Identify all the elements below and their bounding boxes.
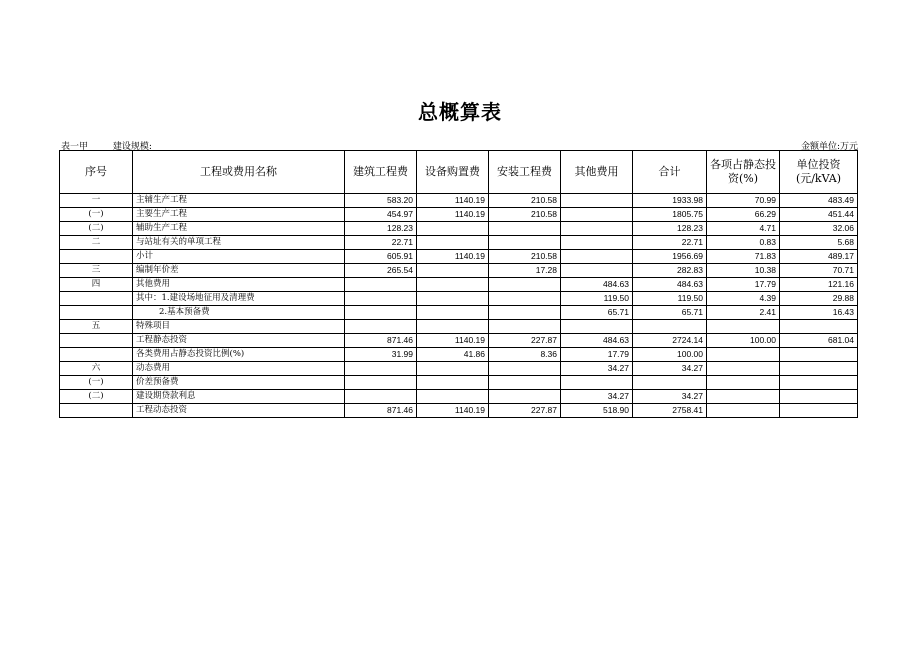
cell-other (561, 264, 633, 278)
unit-label: 金额单位:万元 (800, 142, 858, 152)
table-row (60, 278, 858, 292)
cell-installation: 227.87 (489, 404, 561, 418)
cell-name: 小计 (133, 250, 345, 264)
cell-construction: 583.20 (345, 194, 417, 208)
cell-equipment: 1140.19 (417, 334, 489, 348)
cell-construction: 871.46 (345, 334, 417, 348)
cell-installation: 17.28 (489, 264, 561, 278)
cell-total (633, 376, 707, 390)
cell-installation (489, 376, 561, 390)
table-row (60, 334, 858, 348)
cell-percent: 2.41 (707, 306, 780, 320)
cell-percent (707, 362, 780, 376)
cell-percent: 10.38 (707, 264, 780, 278)
cell-percent: 66.29 (707, 208, 780, 222)
cell-installation (489, 320, 561, 334)
cell-total: 100.00 (633, 348, 707, 362)
cell-other: 119.50 (561, 292, 633, 306)
cell-installation (489, 306, 561, 320)
header-installation: 安装工程费 (489, 151, 561, 194)
cell-seq (60, 250, 133, 264)
cell-other (561, 208, 633, 222)
cell-construction (345, 376, 417, 390)
cell-name: 与站址有关的单项工程 (133, 236, 345, 250)
cell-unit-investment: 29.88 (780, 292, 858, 306)
cell-other (561, 194, 633, 208)
cell-equipment (417, 320, 489, 334)
cell-construction (345, 306, 417, 320)
cell-total: 22.71 (633, 236, 707, 250)
table-row (60, 194, 858, 208)
cell-other: 34.27 (561, 362, 633, 376)
cell-name: 工程静态投资 (133, 334, 345, 348)
header-unit-investment: 单位投资(元/kVA) (780, 151, 858, 194)
cell-seq: 三 (60, 264, 133, 278)
header-row (60, 151, 858, 194)
header-total: 合计 (633, 151, 707, 194)
cell-name: 各类费用占静态投资比例(%) (133, 348, 345, 362)
cell-construction: 605.91 (345, 250, 417, 264)
cell-seq: (二) (60, 390, 133, 404)
cell-unit-investment (780, 348, 858, 362)
cell-percent: 4.71 (707, 222, 780, 236)
cell-installation (489, 362, 561, 376)
cell-installation: 227.87 (489, 334, 561, 348)
cell-unit-investment (780, 362, 858, 376)
cell-name: 主要生产工程 (133, 208, 345, 222)
cell-name: 价差预备费 (133, 376, 345, 390)
cell-total: 282.83 (633, 264, 707, 278)
cell-percent (707, 348, 780, 362)
cell-total: 34.27 (633, 390, 707, 404)
cell-percent: 0.83 (707, 236, 780, 250)
table-row (60, 376, 858, 390)
cell-other (561, 250, 633, 264)
cell-equipment: 1140.19 (417, 208, 489, 222)
cell-construction: 22.71 (345, 236, 417, 250)
cell-installation (489, 236, 561, 250)
cell-installation: 210.58 (489, 250, 561, 264)
table-row (60, 208, 858, 222)
cell-other (561, 236, 633, 250)
header-other: 其他费用 (561, 151, 633, 194)
cell-name: 其他费用 (133, 278, 345, 292)
table-row (60, 348, 858, 362)
cell-unit-investment: 32.06 (780, 222, 858, 236)
cell-other (561, 222, 633, 236)
cell-construction (345, 362, 417, 376)
cell-percent (707, 390, 780, 404)
cell-seq: 四 (60, 278, 133, 292)
table-row (60, 292, 858, 306)
cell-equipment (417, 236, 489, 250)
cell-equipment (417, 306, 489, 320)
cell-name: 特殊项目 (133, 320, 345, 334)
cell-construction (345, 320, 417, 334)
cell-seq: 六 (60, 362, 133, 376)
table-id: 表一甲 (61, 142, 89, 152)
cell-seq: 五 (60, 320, 133, 334)
cell-percent: 70.99 (707, 194, 780, 208)
cell-unit-investment (780, 320, 858, 334)
cell-seq: (二) (60, 222, 133, 236)
cell-equipment (417, 278, 489, 292)
cell-construction: 265.54 (345, 264, 417, 278)
cell-equipment (417, 376, 489, 390)
cell-construction (345, 390, 417, 404)
cell-total: 65.71 (633, 306, 707, 320)
cell-unit-investment (780, 376, 858, 390)
table-row (60, 362, 858, 376)
cell-name: 其中：1.建设场地征用及清理费 (133, 292, 345, 306)
cell-other: 518.90 (561, 404, 633, 418)
cell-percent (707, 404, 780, 418)
cell-installation (489, 222, 561, 236)
cell-name: 动态费用 (133, 362, 345, 376)
cell-equipment: 1140.19 (417, 194, 489, 208)
cell-name: 工程动态投资 (133, 404, 345, 418)
cell-percent: 71.83 (707, 250, 780, 264)
cell-construction: 871.46 (345, 404, 417, 418)
cell-construction: 128.23 (345, 222, 417, 236)
cell-total: 128.23 (633, 222, 707, 236)
cell-name: 辅助生产工程 (133, 222, 345, 236)
cell-percent (707, 320, 780, 334)
cell-installation: 210.58 (489, 208, 561, 222)
cell-other: 65.71 (561, 306, 633, 320)
cell-unit-investment: 681.04 (780, 334, 858, 348)
cell-equipment (417, 222, 489, 236)
cell-installation (489, 292, 561, 306)
cell-name: 建设期贷款利息 (133, 390, 345, 404)
cell-other: 484.63 (561, 278, 633, 292)
cell-seq: (一) (60, 208, 133, 222)
cell-total: 484.63 (633, 278, 707, 292)
cell-construction: 454.97 (345, 208, 417, 222)
cell-construction (345, 292, 417, 306)
cell-total: 2724.14 (633, 334, 707, 348)
header-construction: 建筑工程费 (345, 151, 417, 194)
cell-unit-investment: 70.71 (780, 264, 858, 278)
cell-other: 17.79 (561, 348, 633, 362)
cell-seq: 一 (60, 194, 133, 208)
cell-equipment (417, 292, 489, 306)
cell-total (633, 320, 707, 334)
table-row (60, 320, 858, 334)
cell-construction: 31.99 (345, 348, 417, 362)
cell-other (561, 376, 633, 390)
table-row (60, 250, 858, 264)
cell-total: 119.50 (633, 292, 707, 306)
scale-label: 建设规模: (112, 142, 152, 152)
cell-unit-investment: 16.43 (780, 306, 858, 320)
cell-unit-investment: 451.44 (780, 208, 858, 222)
cell-equipment (417, 390, 489, 404)
cell-unit-investment (780, 390, 858, 404)
cell-unit-investment: 483.49 (780, 194, 858, 208)
cell-name: 主辅生产工程 (133, 194, 345, 208)
cell-other: 484.63 (561, 334, 633, 348)
cell-seq: (一) (60, 376, 133, 390)
cell-seq (60, 306, 133, 320)
cell-seq (60, 404, 133, 418)
cell-seq (60, 348, 133, 362)
cell-installation: 210.58 (489, 194, 561, 208)
cell-name: 编制年价差 (133, 264, 345, 278)
cell-equipment: 41.86 (417, 348, 489, 362)
cell-unit-investment (780, 404, 858, 418)
cell-seq (60, 292, 133, 306)
cell-equipment (417, 362, 489, 376)
cell-total: 34.27 (633, 362, 707, 376)
cell-total: 2758.41 (633, 404, 707, 418)
cell-total: 1805.75 (633, 208, 707, 222)
cell-construction (345, 278, 417, 292)
header-seq: 序号 (60, 151, 133, 194)
cell-other: 34.27 (561, 390, 633, 404)
cell-installation (489, 390, 561, 404)
header-equipment: 设备购置费 (417, 151, 489, 194)
cell-other (561, 320, 633, 334)
cell-percent: 17.79 (707, 278, 780, 292)
cell-seq (60, 334, 133, 348)
cell-equipment (417, 264, 489, 278)
cell-unit-investment: 5.68 (780, 236, 858, 250)
cell-seq: 二 (60, 236, 133, 250)
header-name: 工程或费用名称 (133, 151, 345, 194)
cell-percent (707, 376, 780, 390)
table-row (60, 222, 858, 236)
cell-unit-investment: 489.17 (780, 250, 858, 264)
cell-percent: 4.39 (707, 292, 780, 306)
table-row (60, 264, 858, 278)
cell-percent: 100.00 (707, 334, 780, 348)
table-body (60, 194, 858, 418)
cell-equipment: 1140.19 (417, 250, 489, 264)
cell-equipment: 1140.19 (417, 404, 489, 418)
table-row (60, 236, 858, 250)
cell-installation (489, 278, 561, 292)
table-row (60, 404, 858, 418)
cell-total: 1956.69 (633, 250, 707, 264)
budget-table (59, 150, 858, 418)
table-row (60, 306, 858, 320)
page-title: 总概算表 (418, 100, 502, 124)
table-row (60, 390, 858, 404)
cell-name: 2.基本预备费 (133, 306, 345, 320)
cell-installation: 8.36 (489, 348, 561, 362)
cell-total: 1933.98 (633, 194, 707, 208)
cell-unit-investment: 121.16 (780, 278, 858, 292)
header-percent: 各项占静态投资(%) (707, 151, 780, 194)
